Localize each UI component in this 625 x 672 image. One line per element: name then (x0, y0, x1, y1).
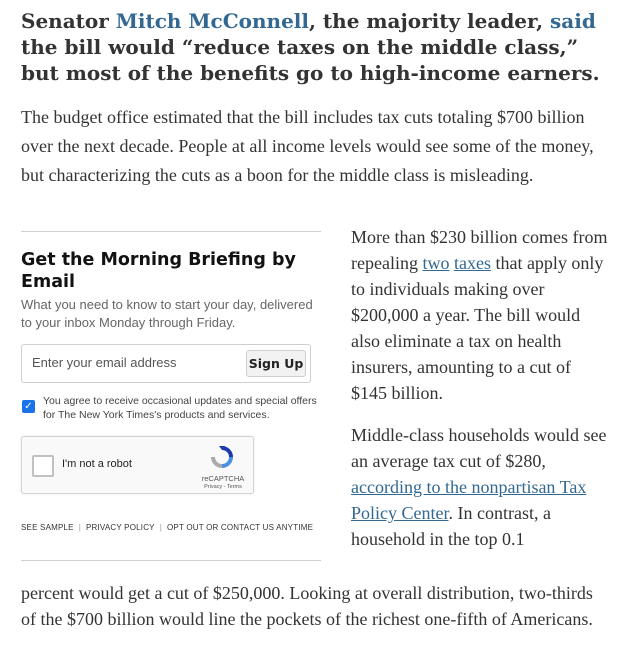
taxes-link[interactable]: taxes (453, 253, 491, 273)
recaptcha-brand: reCAPTCHA (201, 474, 245, 483)
recaptcha-widget (21, 436, 254, 494)
article-paragraph: The budget office estimated that the bill includes tax cuts totaling $700 billion over the next decade. People at all income levels would see some of the money, but characterizing the cuts as a boon for the middle class is misleading. (21, 107, 594, 185)
newsletter-subtitle: What you need to know to start your day, delivered to your inbox Monday through Friday. (21, 297, 313, 330)
email-input[interactable] (32, 355, 232, 370)
privacy-policy-link[interactable]: PRIVACY POLICY (85, 523, 155, 532)
newsletter-footer-links (21, 523, 321, 532)
two-link[interactable]: two (422, 253, 450, 273)
newsletter-form (21, 344, 311, 383)
said-link[interactable]: said (550, 9, 596, 33)
article-side-column (351, 224, 611, 552)
recaptcha-label: I'm not a robot (62, 458, 132, 470)
headline-text: , the majority leader, (308, 9, 551, 33)
consent-row (21, 394, 321, 424)
article-paragraph: Middle-class households would see an average tax cut of $280, according to the nonpartisan Tax Policy Center. In contrast, a household in the top 0.1 (351, 425, 607, 549)
headline (21, 8, 611, 86)
recaptcha-checkbox[interactable] (32, 455, 54, 477)
divider: | (78, 523, 81, 532)
newsletter-signup (21, 231, 321, 561)
headline-text: Senator (21, 9, 116, 33)
see-sample-link[interactable]: SEE SAMPLE (21, 523, 74, 532)
opt-out-link[interactable]: OPT OUT OR CONTACT US ANYTIME (167, 523, 314, 532)
recaptcha-privacy-terms[interactable]: Privacy - Terms (204, 484, 242, 490)
article-paragraph: percent would get a cut of $250,000. Looking at overall distribution, two-thirds of the $700 billion would line the pockets of the richest one-fifth of Americans. (21, 583, 593, 629)
newsletter-title: Get the Morning Briefing by Email (21, 250, 296, 292)
recaptcha-icon (208, 443, 236, 471)
mitch-mcconnell-link[interactable]: Mitch McConnell (115, 9, 309, 33)
divider: | (159, 523, 162, 532)
article-paragraph: More than $230 billion comes from repealing two taxes that apply only to individuals making over $200,000 a year. The bill would also eliminate a tax on health insurers, amounting to a cut of $145 billion. (351, 227, 608, 403)
tax-policy-center-link[interactable]: according to the nonpartisan Tax Policy Center (351, 477, 587, 523)
headline-text: the bill would “reduce taxes on the middle class,” but most of the benefits go to high-income earners. (21, 35, 600, 85)
consent-checkbox[interactable]: ✓ (22, 400, 35, 413)
consent-text: You agree to receive occasional updates and special offers for The New York Times's products and services. (43, 395, 317, 421)
sign-up-button[interactable]: Sign Up (246, 350, 306, 377)
